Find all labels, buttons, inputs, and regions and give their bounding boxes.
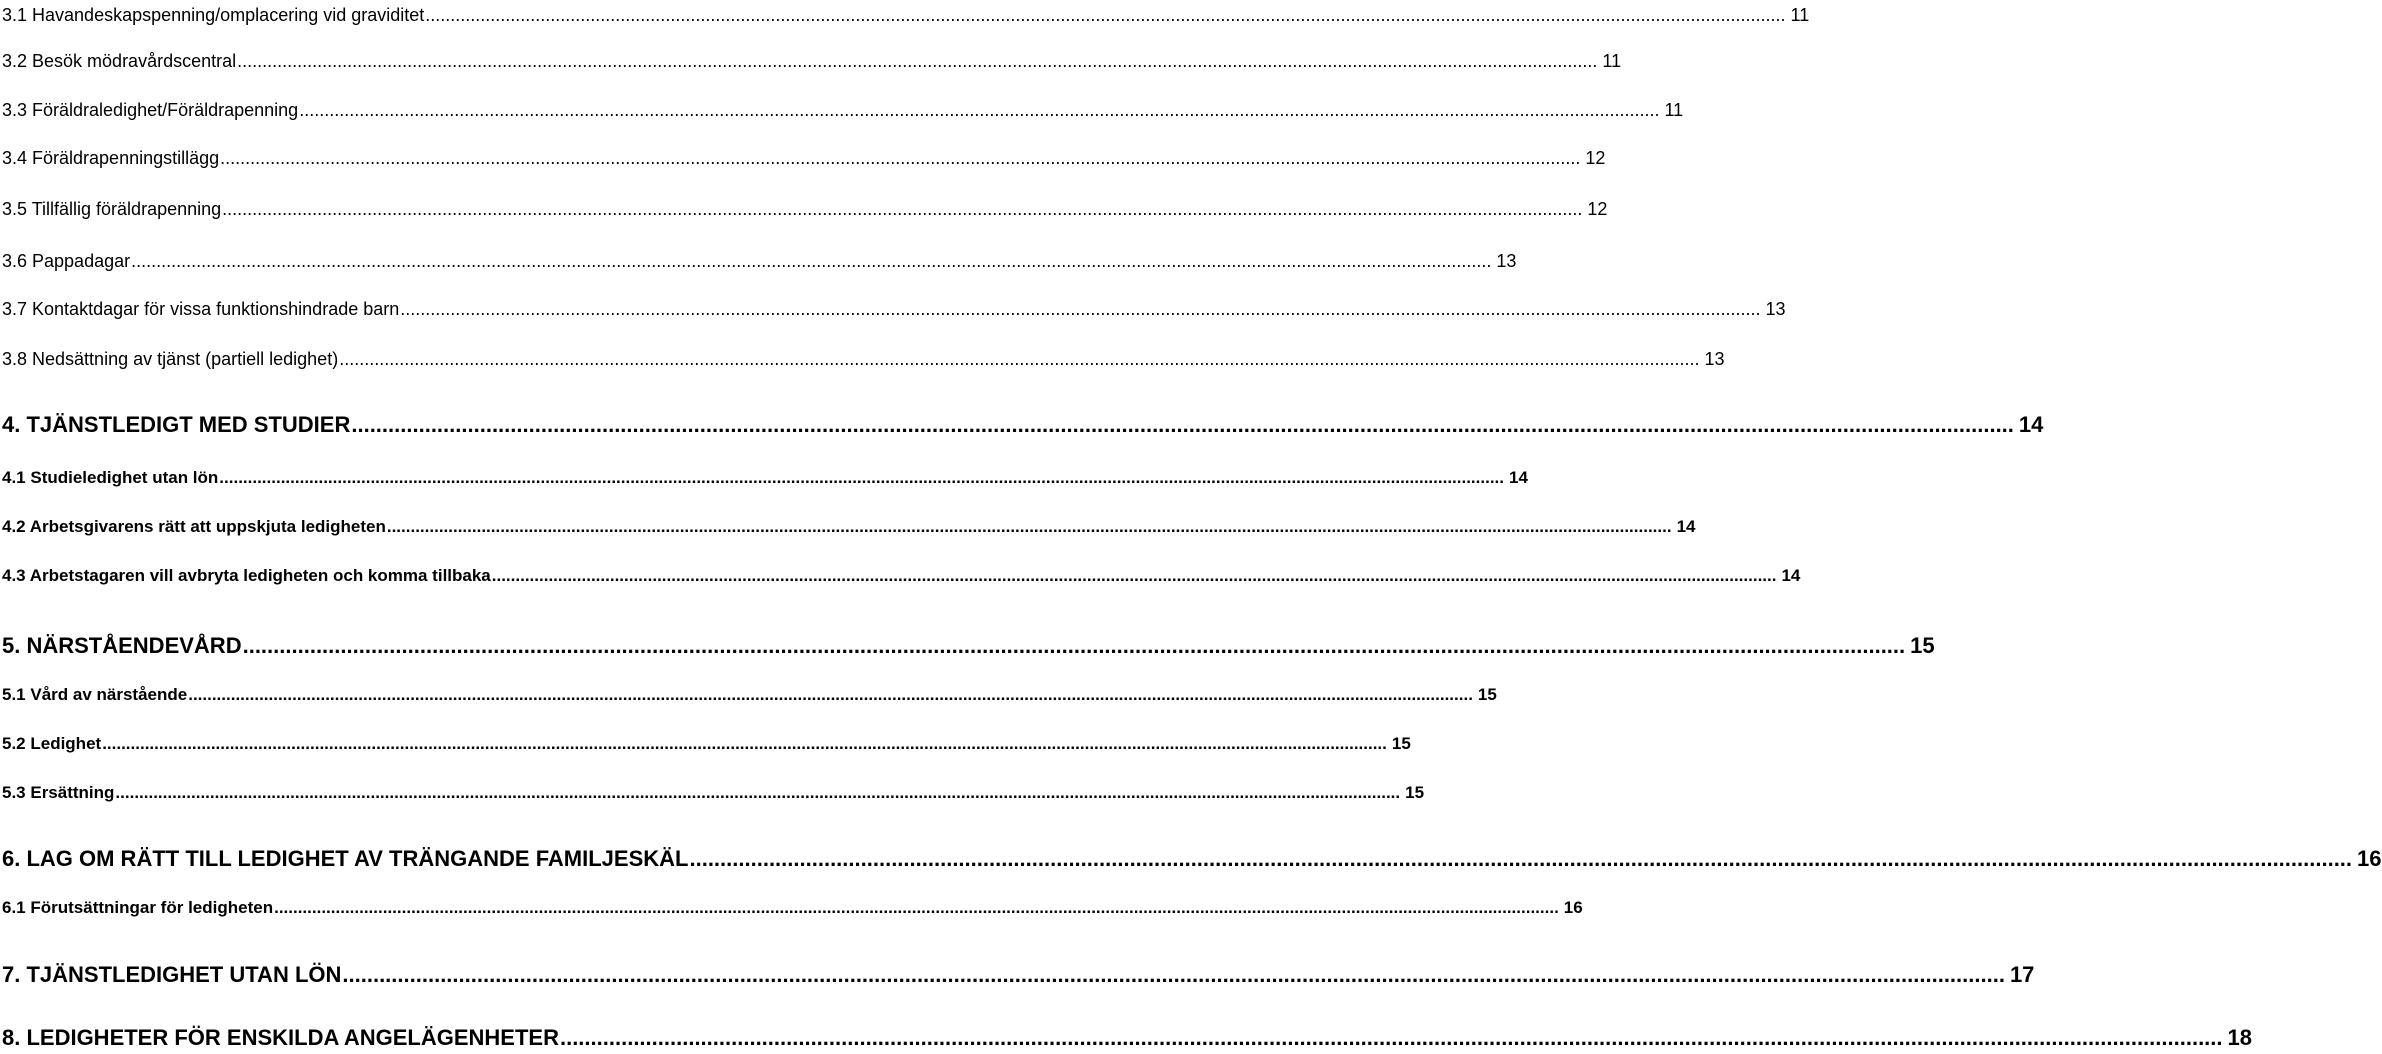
toc-entry-label: 3.7 Kontaktdagar för vissa funktionshindrade barn: [2, 299, 400, 319]
dot-leader: [342, 959, 2005, 991]
dot-leader: [220, 145, 1580, 171]
toc-entry-3-2[interactable]: [2, 48, 1622, 74]
toc-entry-label: 4.2 Arbetsgivarens rätt att uppskjuta ledigheten: [2, 517, 386, 536]
toc-entry-5-3[interactable]: [2, 780, 1425, 806]
toc-page-number: 18: [2227, 1025, 2252, 1050]
toc-entry-4[interactable]: [2, 409, 2044, 441]
toc-page-number: 11: [1602, 51, 1622, 71]
toc-entry-5-1[interactable]: [2, 682, 1497, 708]
toc-page-number: 14: [1676, 517, 1696, 536]
dot-leader: [492, 563, 1777, 589]
toc-page-number: 15: [1391, 734, 1411, 753]
toc-page-number: 15: [1910, 633, 1935, 658]
toc-entry-label: 3.8 Nedsättning av tjänst (partiell ledighet): [2, 349, 339, 369]
toc-page-number: 13: [1496, 251, 1517, 271]
toc-entry-4-3[interactable]: [2, 563, 1801, 589]
toc-entry-label: 5.2 Ledighet: [2, 734, 102, 753]
toc-page-number: 13: [1765, 299, 1786, 319]
toc-entry-label: 5. NÄRSTÅENDEVÅRD: [2, 633, 242, 658]
dot-leader: [188, 682, 1473, 708]
toc-entry-label: 8. LEDIGHETER FÖR ENSKILDA ANGELÄGENHETER: [2, 1025, 559, 1050]
dot-leader: [237, 48, 1597, 74]
toc-entry-label: 3.2 Besök mödravårdscentral: [2, 51, 237, 71]
toc-page-number: 11: [1664, 100, 1684, 120]
toc-page-number: 12: [1587, 199, 1608, 219]
toc-entry-label: 3.1 Havandeskapspenning/omplacering vid graviditet: [2, 5, 425, 25]
toc-entry-label: 6.1 Förutsättningar för ledigheten: [2, 898, 274, 917]
toc-page-number: 13: [1704, 349, 1725, 369]
toc-entry-3-5[interactable]: [2, 196, 1608, 222]
dot-leader: [351, 409, 2014, 441]
dot-leader: [131, 248, 1491, 274]
toc-entry-4-2[interactable]: [2, 514, 1696, 540]
toc-page-number: 12: [1585, 148, 1606, 168]
toc-entry-3-4[interactable]: [2, 145, 1606, 171]
dot-leader: [387, 514, 1672, 540]
toc-entry-3-6[interactable]: [2, 248, 1517, 274]
toc-entry-4-1[interactable]: [2, 465, 1528, 491]
dot-leader: [299, 97, 1659, 123]
toc-entry-label: 3.6 Pappadagar: [2, 251, 131, 271]
dot-leader: [102, 731, 1387, 757]
toc-page-number: 15: [1405, 783, 1425, 802]
toc-page-number: 16: [1563, 898, 1583, 917]
toc-entry-label: 3.5 Tillfällig föräldrapenning: [2, 199, 222, 219]
toc-entry-label: 4.1 Studieledighet utan lön: [2, 468, 219, 487]
dot-leader: [560, 1022, 2223, 1054]
toc-page-number: 14: [2018, 412, 2044, 437]
toc-page-number: 11: [1790, 5, 1810, 25]
toc-entry-label: 3.4 Föräldrapenningstillägg: [2, 148, 220, 168]
dot-leader: [115, 780, 1400, 806]
dot-leader: [219, 465, 1504, 491]
toc-entry-8[interactable]: [2, 1022, 2252, 1054]
toc-entry-3-3[interactable]: [2, 97, 1684, 123]
toc-entry-5-2[interactable]: [2, 731, 1411, 757]
toc-entry-label: 5.1 Vård av närstående: [2, 685, 188, 704]
toc-entry-6[interactable]: [2, 843, 2382, 875]
toc-entry-label: 3.3 Föräldraledighet/Föräldrapenning: [2, 100, 299, 120]
toc-entry-label: 6. LAG OM RÄTT TILL LEDIGHET AV TRÄNGANDE FAMILJESKÄL: [2, 846, 689, 871]
toc-page-number: 14: [1781, 566, 1801, 585]
dot-leader: [400, 296, 1760, 322]
toc-page-number: 15: [1477, 685, 1497, 704]
toc-entry-6-1[interactable]: [2, 895, 1583, 921]
dot-leader: [222, 196, 1582, 222]
toc-page-number: 16: [2357, 846, 2382, 871]
toc-entry-7[interactable]: [2, 959, 2035, 991]
dot-leader: [689, 843, 2352, 875]
toc-page-number: 17: [2009, 962, 2035, 987]
toc-page-number: 14: [1509, 468, 1528, 487]
toc-entry-label: 4.3 Arbetstagaren vill avbryta ledigheten och komma tillbaka: [2, 566, 491, 585]
toc-entry-label: 4. TJÄNSTLEDIGT MED STUDIER: [2, 412, 351, 437]
toc-entry-3-1[interactable]: [2, 2, 1810, 28]
toc-entry-label: 5.3 Ersättning: [2, 783, 115, 802]
dot-leader: [425, 2, 1785, 28]
dot-leader: [274, 895, 1559, 921]
toc-entry-3-8[interactable]: [2, 346, 1725, 372]
toc-entry-5[interactable]: [2, 630, 1935, 662]
dot-leader: [243, 630, 1906, 662]
toc-entry-3-7[interactable]: [2, 296, 1786, 322]
dot-leader: [339, 346, 1699, 372]
toc-entry-label: 7. TJÄNSTLEDIGHET UTAN LÖN: [2, 962, 342, 987]
